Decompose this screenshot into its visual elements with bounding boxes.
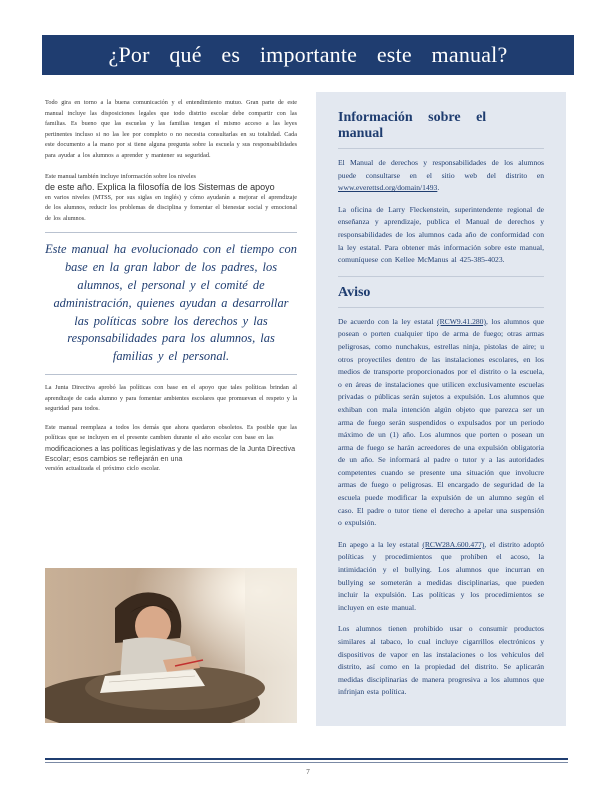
left-column bbox=[45, 98, 297, 474]
info-heading: Información sobre el manual bbox=[338, 110, 487, 141]
page-title: ¿Por qué es importante este manual? bbox=[108, 42, 508, 67]
weapons-text: , los alumnos que posean o porten cualquier tipo de arma de fuego; otras armas peligrosas, como nunchakus, estrellas ninja, pistolas de aire; u otros proyectiles dentro de las instalaciones escolares, en los medios de transporte proporcionados por el distrito o la escuela, o en áreas de instalaciones que utilicen exclusivamente escuelas privadas o públicas serán sujetos a expulsión. Los alumnos que exhiban con mala intención algún objeto que parezca ser un arma de fuego serán suspendidos o expulsados por un periodo máximo de un (1) año. Los alumnos que porten o posean un arma de fuego se harán acreedores de una expulsión obligatoria de un año. Se informará al padre o tutor y a las autoridades competentes cuando se presente una situación que involucre armas de fuego o peligrosas. El encargado de seguridad de la escuela puede modificar la expulsión de un alumno según el caso. El padre o tutor tiene el derecho a apelar una suspensión o expulsión. bbox=[338, 316, 545, 528]
intro-paragraph: Todo gira en torno a la buena comunicación y el entendimiento mutuo. Gran parte de este manual incluye las disposiciones legales que todo distrito escolar debe compartir con las familias. Es bueno que las escuelas y las familias tengan el mismo acceso a las leyes pertinentes incluso si no las lee por completo o no necesita consultarlas en su totalidad. Cada este documento a la mano por si tiene alguna pregunta sobre la escuela y sus responsabilidades para ayudar a los alumnos a aprender y mantener su seguridad. bbox=[45, 99, 297, 159]
aviso-heading: Aviso bbox=[338, 284, 371, 300]
board-paragraph: La Junta Directiva aprobó las políticas con base en el apoyo que tales políticas brindan al aprendizaje de cada alumno y para fomentar ambientes escolares que promuevan el respeto y la seguridad para todos. bbox=[45, 383, 297, 413]
student-reading-photo bbox=[45, 568, 297, 723]
replacement-lead-text: Este manual reemplaza a todos los demás que ahora quedaron obsoletos. Es posible que las políticas que se incluyen en el presente cambien durante el año escolar con base en las bbox=[45, 423, 297, 442]
info-paragraph bbox=[338, 157, 544, 195]
rcw-9-41-280-link[interactable]: (RCW9.41.280) bbox=[437, 316, 487, 326]
info-text-end: . bbox=[437, 183, 440, 193]
divider bbox=[45, 374, 297, 375]
info-sidebar bbox=[316, 92, 566, 726]
bullying-paragraph bbox=[338, 539, 544, 615]
page-number: 7 bbox=[306, 768, 310, 776]
divider bbox=[338, 276, 544, 277]
mtss-emphasis-text: de este año. Explica la filosofía de los Sistemas de apoyo bbox=[45, 181, 275, 192]
handbook-link[interactable]: www.everettsd.org/domain/1493 bbox=[338, 183, 438, 193]
rcw-28a-600-477-link[interactable]: (RCW28A.600.477) bbox=[422, 539, 485, 549]
info-text: El Manual de derechos y responsabilidades de los alumnos puede consultarse en el sitio web del distrito en bbox=[338, 158, 544, 180]
divider bbox=[338, 307, 544, 308]
contact-paragraph: La oficina de Larry Fleckenstein, superintendente regional de enseñanza y aprendizaje, publica el Manual de derechos y responsabilidades de los alumnos cada año de conformidad con la ley estatal. Para obtener más información sobre este manual, comuníquese con Kellee McManus al 425-385-4023. bbox=[338, 204, 544, 265]
mtss-lead-text: Este manual también incluye información sobre los niveles bbox=[45, 172, 197, 180]
bullying-text: , el distrito adoptó políticas y procedimientos que prohíben el acoso, la intimidación y el bullying. Los alumnos que incurran en bullying se someterán a medidas disciplinarias, que pueden incluir la expulsión. Las políticas y los procedimientos se incluyen en este manual. bbox=[338, 539, 544, 612]
weapons-text-pre: De acuerdo con la ley estatal bbox=[338, 316, 434, 326]
footer-rule bbox=[45, 758, 568, 760]
mtss-paragraph: en varios niveles (MTSS, por sus siglas en inglés) y cómo ayudarán a mejorar el aprendizaje de los alumnos, reducir los problemas de disciplina y fomentar el bienestar social y emocional de los alumnos. bbox=[45, 193, 297, 222]
tobacco-paragraph: Los alumnos tienen prohibido usar o consumir productos similares al tabaco, lo cual incluye cigarrillos electrónicos y dispositivos de vapor en las instalaciones o los vehículos del distrito, así como en la propiedad del distrito. Se aplicarán medidas disciplinarias de manera progresiva a los alumnos que infrinjan esta política. bbox=[338, 624, 544, 697]
divider bbox=[45, 232, 297, 233]
footer-rule bbox=[45, 762, 568, 763]
bullying-text-pre: En apego a la ley estatal bbox=[338, 539, 419, 549]
page-title-banner bbox=[42, 35, 574, 75]
pull-quote: Este manual ha evolucionado con el tiempo con base en la gran labor de los padres, los alumnos, el personal y el comité de administración, quienes ayudan a desarrollar las políticas sobre los derechos y las responsabilidades para los alumnos, las familias y el personal. bbox=[45, 242, 297, 364]
replacement-tail-text: versión actualizada el próximo ciclo escolar. bbox=[45, 464, 160, 472]
divider bbox=[338, 148, 544, 149]
replacement-emphasis-text: modificaciones a las políticas legislativas y de las normas de la Junta Directiva Escolar; esos cambios se reflejarán en una bbox=[45, 443, 296, 463]
weapons-paragraph bbox=[338, 316, 544, 530]
